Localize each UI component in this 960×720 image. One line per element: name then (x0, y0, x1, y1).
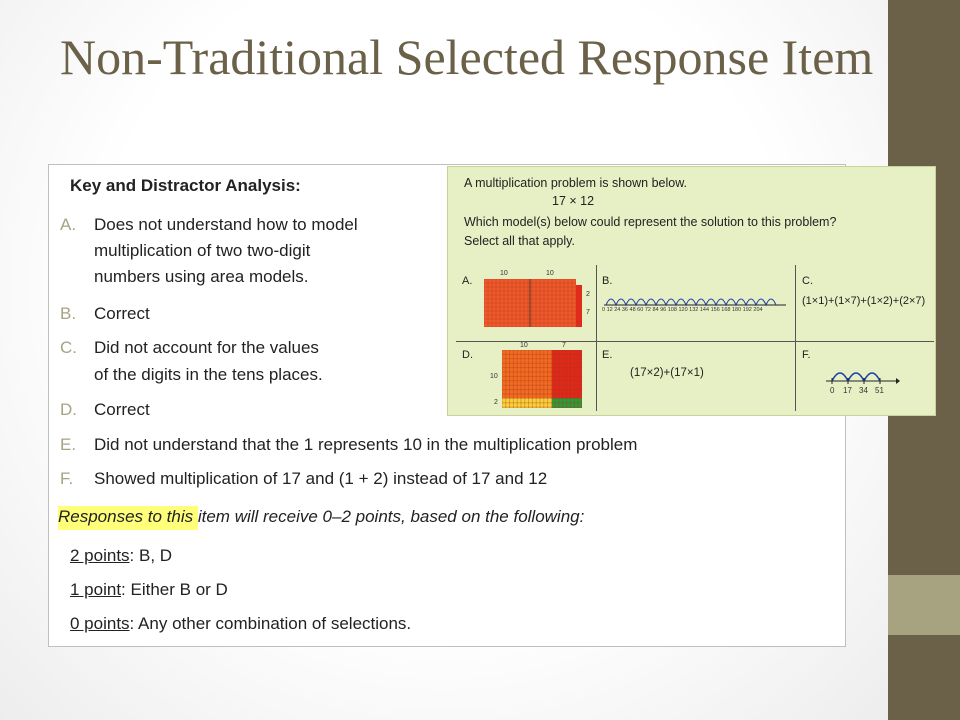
option-a-side-label: 2 (586, 291, 590, 298)
option-c-expression: (1×1)+(1×7)+(1×2)+(2×7) (802, 295, 926, 307)
option-e-label: E. (602, 349, 613, 361)
answer-text: Did not account for the values (94, 338, 319, 357)
answer-letter: D. (60, 400, 77, 419)
option-d-top-label: 7 (562, 342, 566, 349)
answer-letter: A. (60, 215, 77, 234)
answer-letter: C. (60, 338, 77, 357)
slide-title: Non-Traditional Selected Response Item (60, 29, 874, 85)
option-d-label: D. (462, 349, 473, 361)
option-a-top-label: 10 (546, 270, 554, 277)
option-d-side-label: 2 (494, 399, 498, 406)
answer-text: Correct (94, 400, 150, 419)
score-points: 0 points (70, 614, 130, 633)
problem-line-2: Which model(s) below could represent the solution to this problem? (464, 215, 837, 229)
option-a-label: A. (462, 275, 473, 287)
scoring-intro: Responses to this item will receive 0–2 points, based on the following: (58, 507, 585, 526)
answer-letter: E. (60, 435, 77, 454)
answer-text: numbers using area models. (94, 267, 309, 286)
answer-text: multiplication of two two-digit (94, 241, 311, 260)
answer-text: of the digits in the tens places. (94, 365, 323, 384)
score-points: 1 point (70, 580, 122, 599)
score-detail: : Either B or D (121, 580, 228, 599)
problem-line-3: Select all that apply. (464, 234, 575, 248)
option-a-top-label: 10 (500, 270, 508, 277)
option-f-label: F. (802, 349, 811, 361)
grid-divider-vertical (795, 265, 796, 411)
number-line-f-tick: 0 (830, 386, 835, 395)
number-line-b (602, 287, 788, 309)
score-points: 2 points (70, 546, 130, 565)
grid-divider-vertical (596, 265, 597, 411)
problem-line-1: A multiplication problem is shown below. (464, 176, 688, 190)
option-a-side-label: 7 (586, 309, 590, 316)
decorative-side-accent (888, 575, 960, 635)
score-line (70, 614, 411, 634)
score-line (70, 546, 172, 566)
answer-letter: B. (60, 304, 77, 323)
option-d-top-label: 10 (520, 342, 528, 349)
score-detail: : B, D (129, 546, 173, 565)
area-model-d (502, 350, 592, 412)
number-line-f (824, 361, 900, 389)
number-line-b-ticks: 0 12 24 36 48 60 72 84 96 108 120 132 144 156 168 180 192 204 (602, 307, 763, 313)
problem-expression: 17 × 12 (552, 194, 595, 208)
key-heading: Key and Distractor Analysis: (70, 176, 301, 195)
answer-text: Does not understand how to model (94, 215, 358, 234)
answer-text: Did not understand that the 1 represents 10 in the multiplication problem (94, 435, 638, 454)
answer-text: Showed multiplication of 17 and (1 + 2) instead of 17 and 12 (94, 469, 548, 488)
number-line-f-tick: 34 (859, 386, 868, 395)
answer-text: Correct (94, 304, 150, 323)
answer-letter: F. (60, 469, 74, 488)
number-line-f-tick: 51 (875, 386, 884, 395)
area-model-a (484, 279, 584, 329)
problem-panel (447, 166, 936, 416)
option-e-expression: (17×2)+(17×1) (630, 367, 704, 379)
option-c-label: C. (802, 275, 813, 287)
score-detail: : Any other combination of selections. (129, 614, 412, 633)
option-b-label: B. (602, 275, 613, 287)
option-d-side-label: 10 (490, 373, 498, 380)
number-line-f-tick: 17 (843, 386, 852, 395)
score-line (70, 580, 228, 600)
